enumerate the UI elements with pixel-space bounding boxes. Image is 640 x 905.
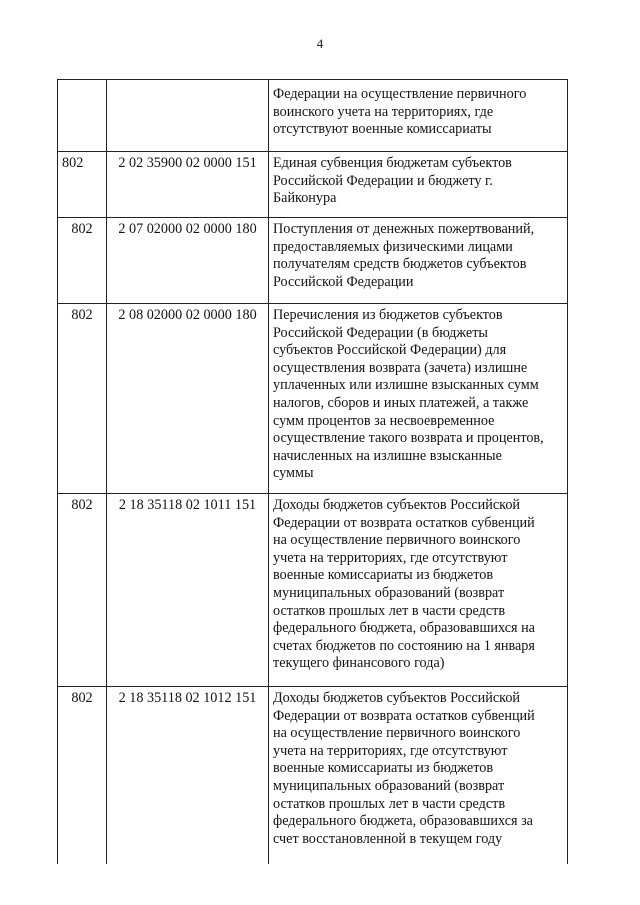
income-name-text: Доходы бюджетов субъектов Российской Федерации от возврата остатков субвенций на осуществление первичного воинского учета на территориях, где отсутствуют военные комиссариаты из бюджетов муниципальных образований (возврат остатков прошлых лет в части средств федерального бюджета, образовавшихся за счет восстановленной в текущем году — [273, 690, 535, 847]
budget-code-cell: 2 07 02000 02 0000 180 — [107, 218, 269, 304]
table-row — [58, 494, 568, 687]
admin-code-cell: 802 — [58, 687, 107, 865]
income-name-text: Доходы бюджетов субъектов Российской Федерации от возврата остатков субвенций на осуществление первичного воинского учета на территориях, где отсутствуют военные комиссариаты из бюджетов муниципальных образований (возврат остатков прошлых лет в части средств федерального бюджета, образовавшихся на счетах бюджетов по состоянию на 1 января текущего финансового года) — [273, 497, 535, 672]
admin-code-cell: 802 — [58, 152, 107, 218]
income-name-text: Поступления от денежных пожертвований, предоставляемых физическими лицами получателям средств бюджетов субъектов Российской Федерации — [273, 221, 535, 290]
income-name-cell — [269, 304, 568, 494]
admin-code-cell: 802 — [58, 494, 107, 687]
budget-code-cell: 2 02 35900 02 0000 151 — [107, 152, 269, 218]
budget-code-cell — [107, 80, 269, 152]
income-name-text: Единая субвенция бюджетам субъектов Российской Федерации и бюджету г. Байконура — [273, 155, 512, 207]
income-name-cell — [269, 152, 568, 218]
budget-code-cell: 2 08 02000 02 0000 180 — [107, 304, 269, 494]
table-row — [58, 218, 568, 304]
table-row — [58, 304, 568, 494]
table-row — [58, 152, 568, 218]
page-number: 4 — [316, 36, 324, 51]
admin-code-cell: 802 — [58, 218, 107, 304]
admin-code-cell: 802 — [58, 304, 107, 494]
income-name-cell — [269, 687, 568, 865]
income-name-text: Федерации на осуществление первичного воинского учета на территориях, где отсутствуют военные комиссариаты — [273, 86, 527, 138]
admin-code-cell — [58, 80, 107, 152]
budget-code-cell: 2 18 35118 02 1011 151 — [107, 494, 269, 687]
budget-code-cell: 2 18 35118 02 1012 151 — [107, 687, 269, 865]
income-name-cell — [269, 80, 568, 152]
table-row — [58, 687, 568, 865]
income-name-text: Перечисления из бюджетов субъектов Российской Федерации (в бюджеты субъектов Российской Федерации) для осуществления возврата (зачета) излишне уплаченных или излишне взысканных сумм налогов, сборов и иных платежей, а также сумм процентов за несвоевременное осуществление такого возврата и процентов, начисленных на излишне взысканные суммы — [273, 307, 544, 482]
income-name-cell — [269, 218, 568, 304]
table-row — [58, 80, 568, 152]
budget-codes-table — [57, 79, 568, 864]
income-name-cell — [269, 494, 568, 687]
